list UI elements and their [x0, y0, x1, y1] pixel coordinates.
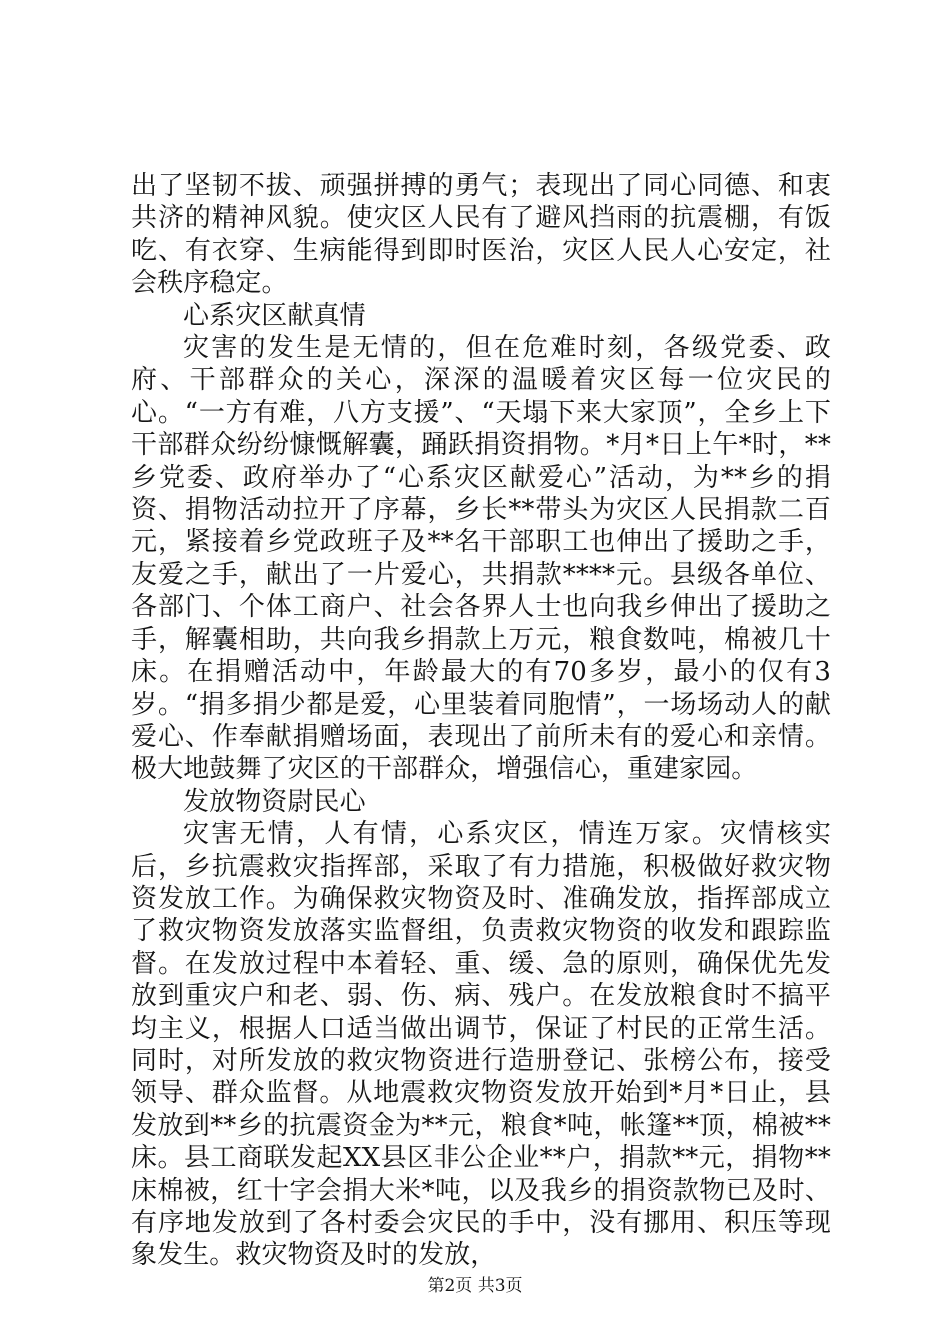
section-heading-donations: 心系灾区献真情 — [183, 300, 366, 331]
paragraph-distribution: 灾害无情，人有情，心系灾区，情连万家。灾情核实后，乡抗震救灾指挥部，采取了有力措施，积极做好救灾物资发放工作。为确保救灾物资及时、准确发放，指挥部成立了救灾物资发放落实监督组，负责救灾物资的收发和跟踪监督。在发放过程中本着轻、重、缓、急的原则，确保优先发放到重灾户和老、弱、伤、病、残户。在发放粮食时不搞平均主义，根据人口适当做出调节，保证了村民的正常生活。同时，对所发放的救灾物资进行造册登记、张榜公布，接受领导、群众监督。从地震救灾物资发放开始到*月*日止，县发放到**乡的抗震资金为**元，粮食*吨，帐篷**顶，棉被**床。县工商联发起XX县区非公企业**户，捐款**元，捐物**床棉被，红十字会捐大米*吨，以及我乡的捐资款物已及时、有序地发放到了各村委会灾民的手中，没有挪用、积压等现象发生。救灾物资及时的发放， — [131, 819, 831, 1271]
paragraph-intro: 出了坚韧不拔、顽强拼搏的勇气；表现出了同心同德、和衷共济的精神风貌。使灾区人民有了避风挡雨的抗震棚，有饭吃、有衣穿、生病能得到即时医治，灾区人民人心安定，社会秩序稳定。 — [131, 171, 831, 299]
paragraph-donations: 灾害的发生是无情的，但在危难时刻，各级党委、政府、干部群众的关心，深深的温暖着灾区每一位灾民的心。“一方有难，八方支援”、“天塌下来大家顶”，全乡上下干部群众纷纷慷慨解囊，踊跃捐资捐物。*月*日上午*时，**乡党委、政府举办了“心系灾区献爱心”活动，为**乡的捐资、捐物活动拉开了序幕，乡长**带头为灾区人民捐款二百元，紧接着乡党政班子及**名干部职工也伸出了援助之手，友爱之手，献出了一片爱心，共捐款****元。县级各单位、各部门、个体工商户、社会各界人士也向我乡伸出了援助之手，解囊相助，共向我乡捐款上万元，粮食数吨，棉被几十床。在捐赠活动中，年龄最大的有70多岁，最小的仅有3岁。“捐多捐少都是爱，心里装着同胞情”，一场场动人的献爱心、作奉献捐赠场面，表现出了前所未有的爱心和亲情。极大地鼓舞了灾区的干部群众，增强信心，重建家园。 — [131, 333, 831, 785]
page-number-footer: 第2页 共3页 — [427, 1276, 523, 1296]
section-heading-distribution: 发放物资尉民心 — [183, 786, 366, 817]
document-body — [131, 170, 831, 1272]
